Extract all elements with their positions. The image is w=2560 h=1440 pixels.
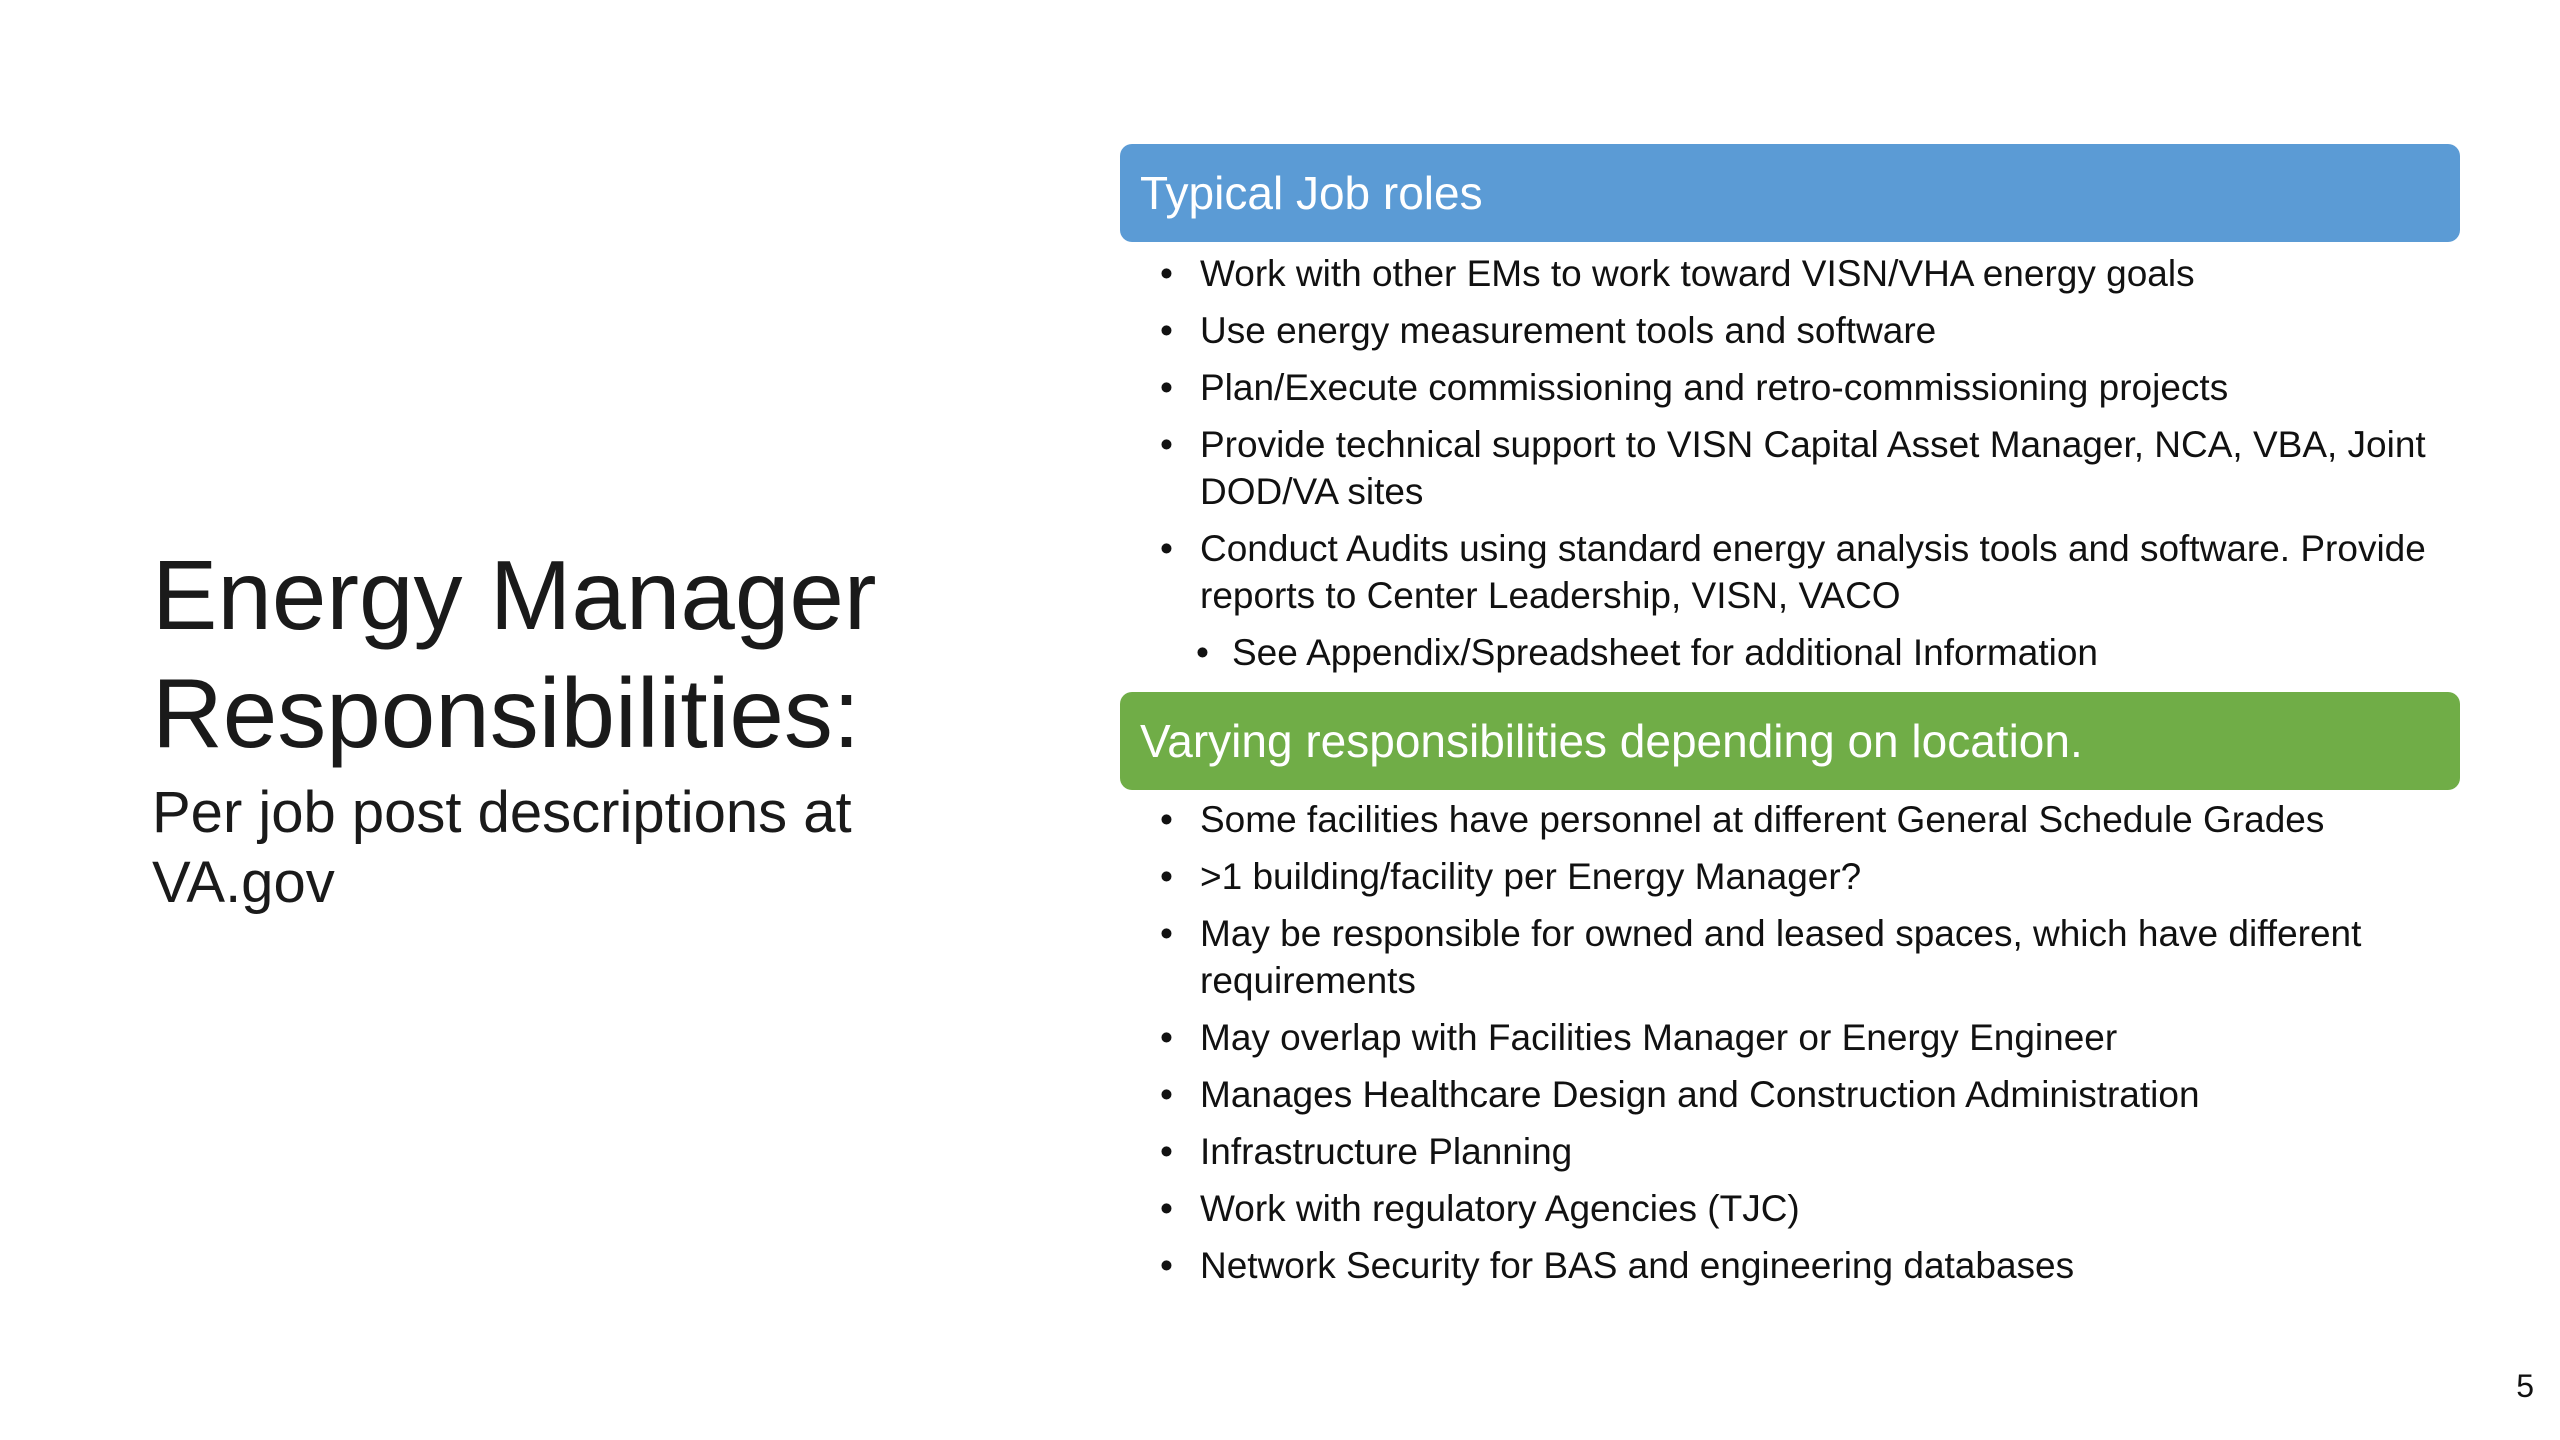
bullet-dot-icon: • xyxy=(1160,1245,1173,1286)
slide-subtitle xyxy=(152,778,972,918)
bullet-dot-icon: • xyxy=(1160,913,1173,954)
slide-subtitle-line-1: Per job post descriptions at xyxy=(152,780,852,845)
slide-title-line-2: Responsibilities: xyxy=(152,658,861,768)
bullet-item xyxy=(1160,910,2460,1004)
slide-subtitle-line-2: VA.gov xyxy=(152,850,335,915)
bullet-item xyxy=(1160,1128,2460,1175)
bullet-text: May overlap with Facilities Manager or Energy Engineer xyxy=(1200,1017,2118,1058)
bullet-text: >1 building/facility per Energy Manager? xyxy=(1200,856,1862,897)
bullet-item xyxy=(1160,1242,2460,1289)
bullet-dot-icon: • xyxy=(1196,632,1209,673)
bullet-text: Provide technical support to VISN Capital Asset Manager, NCA, VBA, Joint DOD/VA sites xyxy=(1200,424,2426,512)
bullet-text: See Appendix/Spreadsheet for additional Information xyxy=(1232,632,2098,673)
bullet-dot-icon: • xyxy=(1160,1017,1173,1058)
section-header-varying-responsibilities: Varying responsibilities depending on location. xyxy=(1120,692,2460,790)
bullet-text: Some facilities have personnel at different General Schedule Grades xyxy=(1200,799,2325,840)
bullet-text: Conduct Audits using standard energy analysis tools and software. Provide reports to Center Leadership, VISN, VACO xyxy=(1200,528,2426,616)
bullet-item xyxy=(1160,525,2460,619)
bullet-dot-icon: • xyxy=(1160,856,1173,897)
bullet-dot-icon: • xyxy=(1160,1188,1173,1229)
bullet-item xyxy=(1160,421,2460,515)
bullet-item xyxy=(1160,1014,2460,1061)
bullet-dot-icon: • xyxy=(1160,310,1173,351)
bullet-item xyxy=(1160,1071,2460,1118)
bullet-text: Use energy measurement tools and software xyxy=(1200,310,1937,351)
slide-title-line-1: Energy Manager xyxy=(152,540,877,650)
bullet-item xyxy=(1160,307,2460,354)
bullet-text: Plan/Execute commissioning and retro-commissioning projects xyxy=(1200,367,2229,408)
bullet-text: May be responsible for owned and leased spaces, which have different requirements xyxy=(1200,913,2362,1001)
bullet-dot-icon: • xyxy=(1160,367,1173,408)
bullet-dot-icon: • xyxy=(1160,424,1173,465)
slide-title xyxy=(152,536,972,772)
sub-bullet-item xyxy=(1196,629,2460,676)
bullet-item xyxy=(1160,853,2460,900)
bullet-item xyxy=(1160,250,2460,297)
bullet-list-typical-job-roles xyxy=(1160,250,2460,686)
page-number: 5 xyxy=(2516,1368,2534,1404)
bullet-dot-icon: • xyxy=(1160,1131,1173,1172)
bullet-list-varying-responsibilities xyxy=(1160,796,2460,1299)
bullet-dot-icon: • xyxy=(1160,1074,1173,1115)
bullet-text: Network Security for BAS and engineering databases xyxy=(1200,1245,2075,1286)
bullet-item xyxy=(1160,1185,2460,1232)
bullet-item xyxy=(1160,796,2460,843)
bullet-dot-icon: • xyxy=(1160,528,1173,569)
bullet-dot-icon: • xyxy=(1160,253,1173,294)
bullet-dot-icon: • xyxy=(1160,799,1173,840)
section-header-typical-job-roles: Typical Job roles xyxy=(1120,144,2460,242)
bullet-text: Manages Healthcare Design and Construction Administration xyxy=(1200,1074,2200,1115)
bullet-text: Work with regulatory Agencies (TJC) xyxy=(1200,1188,1800,1229)
bullet-item xyxy=(1160,364,2460,411)
bullet-text: Work with other EMs to work toward VISN/VHA energy goals xyxy=(1200,253,2195,294)
bullet-text: Infrastructure Planning xyxy=(1200,1131,1573,1172)
title-block xyxy=(152,536,972,918)
